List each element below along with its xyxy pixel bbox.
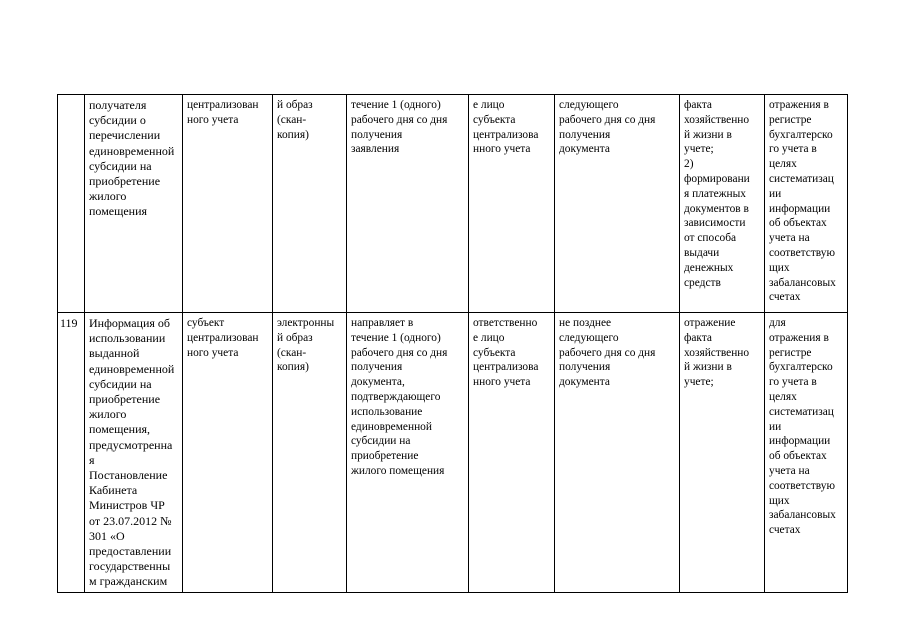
document-name-cell (85, 95, 183, 313)
row-number (58, 95, 84, 100)
format: й образ (скан- копия) (277, 99, 313, 141)
format-cell (273, 313, 347, 593)
action-cell (680, 313, 765, 593)
deadline: течение 1 (одного) рабочего дня со дня получения заявления (351, 99, 448, 156)
document-name: Информация об использовании выданной единовременной субсидии на приобретение жилого помещения, предусмотренна я Постановление Кабинета Министров ЧР от 23.07.2012 № 301 «О предоставлении государственны м гражданским (89, 316, 175, 589)
document-name-cell (85, 313, 183, 593)
action: факта хозяйственно й жизни в учете; 2) формировани я платежных документов в зависимости от способа выдачи денежных средств (684, 99, 750, 289)
document-name: получателя субсидии о перечислении единовременной субсидии на приобретение жилого помещения (89, 98, 175, 219)
register-table (57, 94, 848, 593)
purpose: для отражения в регистре бухгалтерско го учета в целях систематизац ии информации об объектах учета на соответствую щих забалансовых счетах (769, 317, 836, 537)
responsible-cell (469, 313, 555, 593)
document-page (57, 94, 848, 593)
table-row (58, 95, 848, 313)
originator-cell (183, 95, 273, 313)
row-number: 119 (60, 316, 78, 330)
deadline: направляет в течение 1 (одного) рабочего дня со дня получения документа, подтверждающего использование единовременной субсидии на приобретение жилого помещения (351, 317, 448, 477)
action: отражение факта хозяйственно й жизни в учете; (684, 317, 750, 389)
processing-term: не позднее следующего рабочего дня со дня получения документа (559, 317, 656, 389)
processing-term-cell (555, 95, 680, 313)
action-cell (680, 95, 765, 313)
row-number-cell (58, 95, 85, 313)
purpose: отражения в регистре бухгалтерско го учета в целях систематизац ии информации об объектах учета на соответствую щих забалансовых счетах (769, 99, 836, 304)
responsible: е лицо субъекта централизова нного учета (473, 99, 539, 156)
purpose-cell (765, 95, 848, 313)
originator: субъект централизован ного учета (187, 317, 259, 359)
originator: централизован ного учета (187, 99, 259, 126)
processing-term: следующего рабочего дня со дня получения документа (559, 99, 656, 156)
deadline-cell (347, 95, 469, 313)
purpose-cell (765, 313, 848, 593)
processing-term-cell (555, 313, 680, 593)
table-row (58, 313, 848, 593)
responsible: ответственно е лицо субъекта централизова нного учета (473, 317, 539, 389)
format: электронны й образ (скан- копия) (277, 317, 335, 374)
format-cell (273, 95, 347, 313)
row-number-cell (58, 313, 85, 593)
originator-cell (183, 313, 273, 593)
deadline-cell (347, 313, 469, 593)
responsible-cell (469, 95, 555, 313)
